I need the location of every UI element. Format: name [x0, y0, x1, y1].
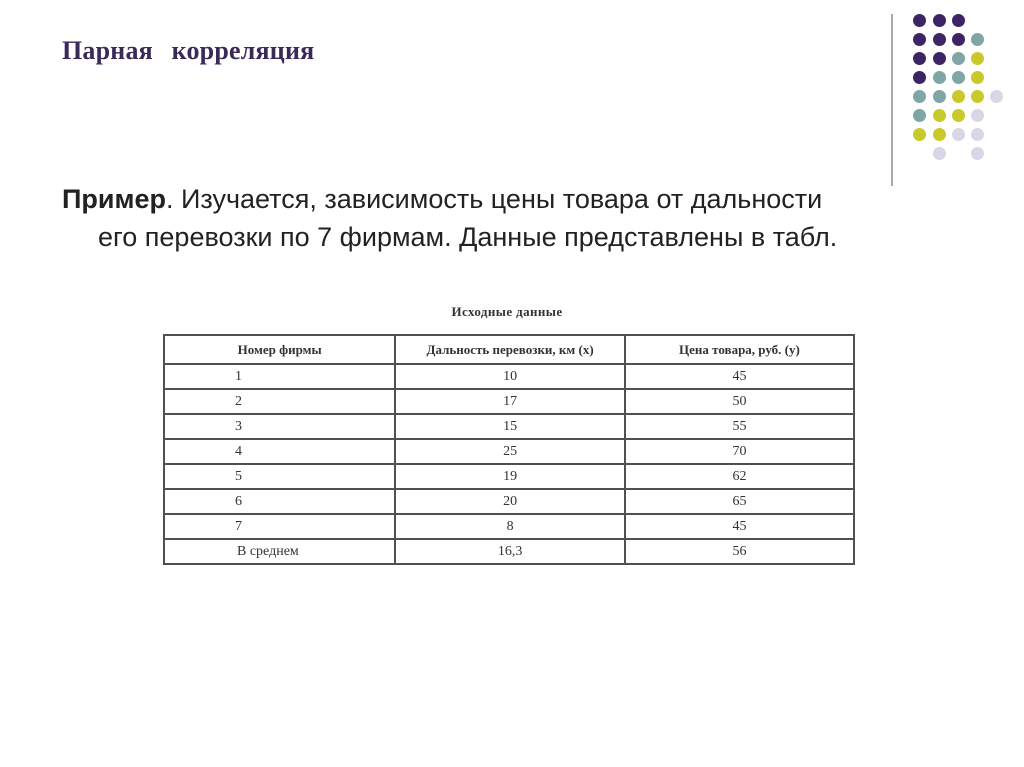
cell-firm: 3	[164, 414, 395, 439]
decor-dot	[913, 128, 926, 141]
slide-title: Парная корреляция	[62, 36, 315, 65]
cell-price: 62	[625, 464, 854, 489]
table-row	[164, 364, 854, 389]
cell-average-distance: 16,3	[395, 539, 625, 564]
example-paragraph	[62, 180, 942, 256]
table-row	[164, 439, 854, 464]
cell-price: 65	[625, 489, 854, 514]
cell-price: 55	[625, 414, 854, 439]
table-average-row	[164, 539, 854, 564]
table-row	[164, 514, 854, 539]
decor-dot	[933, 147, 946, 160]
decor-dot	[913, 109, 926, 122]
decor-dot	[971, 109, 984, 122]
cell-price: 70	[625, 439, 854, 464]
example-label: Пример	[62, 184, 166, 214]
decor-dot	[913, 90, 926, 103]
decor-dot	[971, 33, 984, 46]
cell-distance: 20	[395, 489, 625, 514]
decor-dot	[971, 128, 984, 141]
decor-dot	[933, 71, 946, 84]
decor-dot	[933, 128, 946, 141]
header-distance: Дальность перевозки, км (x)	[395, 335, 625, 364]
decor-dot	[952, 71, 965, 84]
example-text-line-1: . Изучается, зависимость цены товара от дальности	[165, 184, 823, 214]
decor-dot	[913, 52, 926, 65]
decor-dot	[913, 14, 926, 27]
decor-dot	[933, 14, 946, 27]
decor-dot	[933, 90, 946, 103]
cell-firm: 6	[164, 489, 395, 514]
cell-average-price: 56	[625, 539, 854, 564]
decor-dot	[933, 109, 946, 122]
decor-dot	[990, 90, 1003, 103]
table-row	[164, 414, 854, 439]
source-data-table	[163, 334, 855, 565]
header-firm-number: Номер фирмы	[164, 335, 395, 364]
decor-dot	[913, 71, 926, 84]
example-text-line-2: его перевозки по 7 фирмам. Данные представлены в табл.	[98, 222, 838, 252]
table-row	[164, 464, 854, 489]
cell-price: 45	[625, 364, 854, 389]
decor-dot	[952, 128, 965, 141]
cell-distance: 8	[395, 514, 625, 539]
cell-price: 45	[625, 514, 854, 539]
decor-dot	[933, 33, 946, 46]
decor-dot	[971, 90, 984, 103]
decor-dot	[913, 33, 926, 46]
decor-dot	[952, 90, 965, 103]
table-header-row	[164, 335, 854, 364]
cell-price: 50	[625, 389, 854, 414]
cell-distance: 10	[395, 364, 625, 389]
decor-dot	[933, 52, 946, 65]
cell-average-label: В среднем	[164, 539, 395, 564]
decor-dot	[952, 14, 965, 27]
cell-distance: 15	[395, 414, 625, 439]
decor-dot	[952, 33, 965, 46]
cell-distance: 19	[395, 464, 625, 489]
decor-dot	[971, 71, 984, 84]
cell-firm: 7	[164, 514, 395, 539]
decor-dot	[952, 52, 965, 65]
cell-firm: 1	[164, 364, 395, 389]
cell-firm: 4	[164, 439, 395, 464]
table-caption: Исходные данные	[451, 304, 563, 319]
decor-dot	[971, 52, 984, 65]
table-row	[164, 389, 854, 414]
decor-dot	[952, 109, 965, 122]
decorative-dot-grid	[0, 0, 1024, 200]
cell-firm: 5	[164, 464, 395, 489]
cell-distance: 17	[395, 389, 625, 414]
cell-distance: 25	[395, 439, 625, 464]
table-row	[164, 489, 854, 514]
header-price: Цена товара, руб. (y)	[625, 335, 854, 364]
cell-firm: 2	[164, 389, 395, 414]
decor-dot	[971, 147, 984, 160]
